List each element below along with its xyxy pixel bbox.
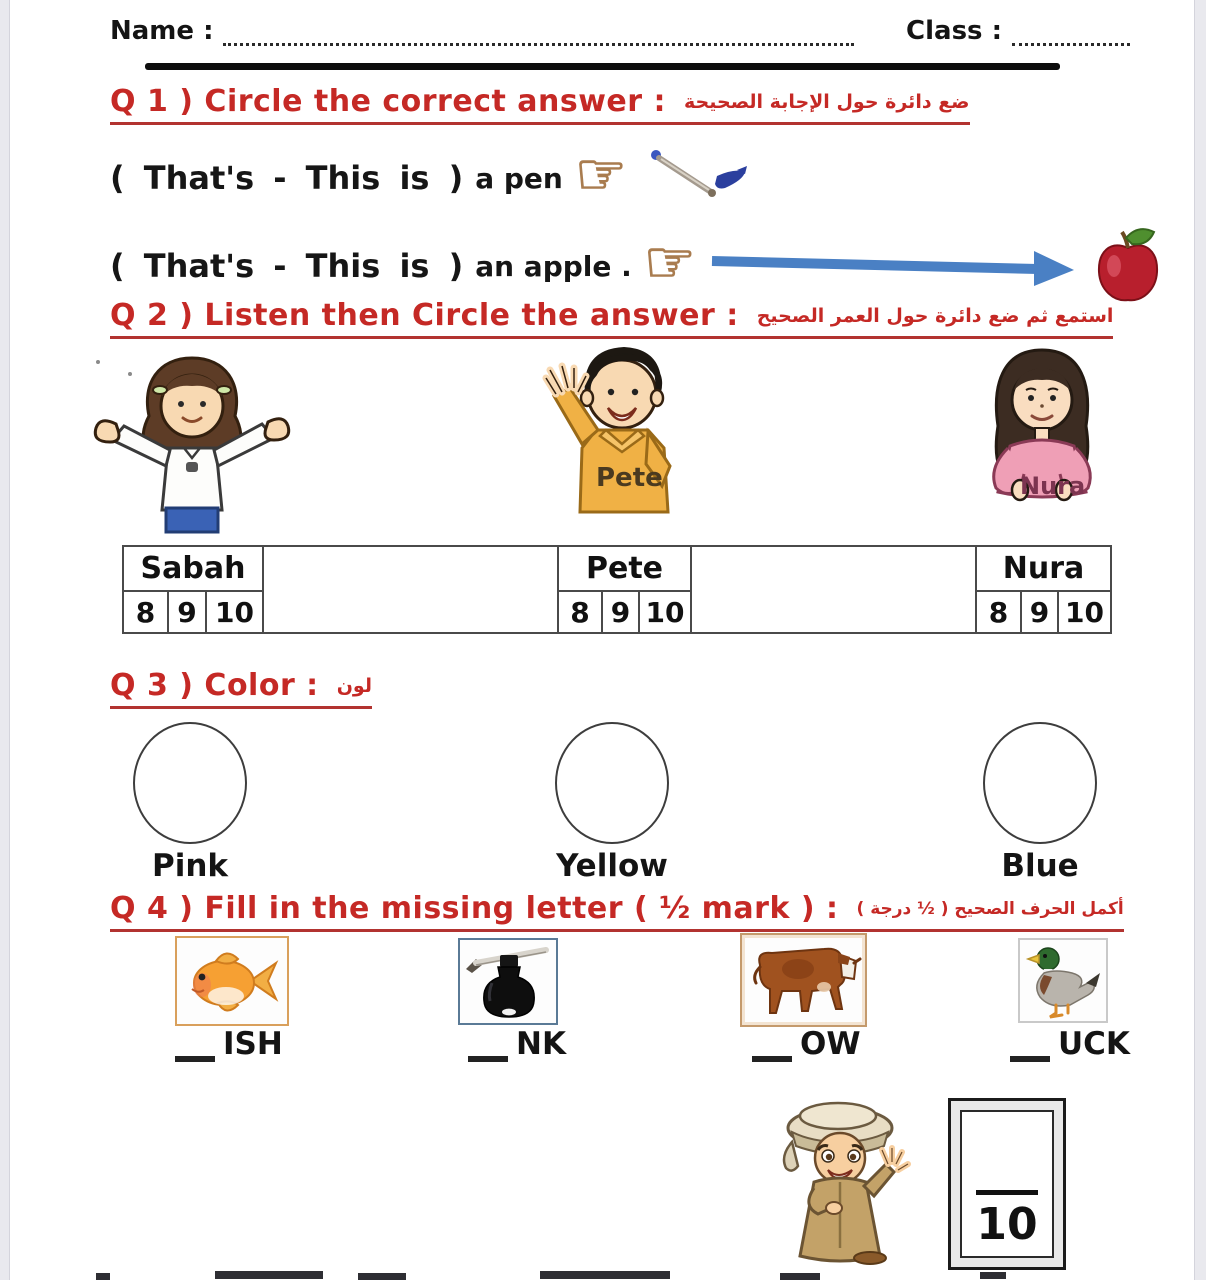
character-nura — [958, 342, 1126, 536]
pete-age-10[interactable]: 10 — [639, 591, 691, 633]
q1-heading-arabic: ضع دائرة حول الإجابة الصحيحة — [684, 90, 970, 113]
color-circle-pink[interactable] — [133, 722, 247, 844]
score-total: 10 — [976, 1199, 1038, 1250]
nura-age-9[interactable]: 9 — [1021, 591, 1058, 633]
q1-item-pen — [110, 140, 749, 210]
scan-left-edge — [0, 0, 10, 1280]
color-circle-blue[interactable] — [983, 722, 1097, 844]
fish-image-box — [175, 936, 289, 1026]
q3-heading — [110, 668, 372, 709]
page-cut-mark — [540, 1271, 670, 1279]
arrow-to-apple — [708, 245, 1076, 287]
q1-pen-options[interactable]: ( That's - This is ) — [110, 159, 464, 197]
fish-image — [180, 941, 284, 1021]
sabah-age-8[interactable]: 8 — [123, 591, 168, 633]
name-fill-line[interactable] — [223, 18, 854, 46]
missing-letter-blank[interactable] — [175, 1038, 215, 1062]
duck-image-box — [1018, 938, 1108, 1023]
ink-bottle-image — [462, 943, 554, 1021]
character-pete — [540, 336, 692, 536]
score-fill-line[interactable] — [976, 1190, 1038, 1195]
word-cow-suffix: OW — [800, 1026, 861, 1062]
class-fill-line[interactable] — [1012, 18, 1130, 46]
page-cut-mark — [780, 1273, 820, 1280]
nura-age-10[interactable]: 10 — [1058, 591, 1111, 633]
q1-item-apple — [110, 226, 1164, 306]
missing-letter-blank[interactable] — [1010, 1038, 1050, 1062]
page-cut-mark — [980, 1272, 1006, 1279]
score-box — [948, 1098, 1066, 1270]
word-ink-suffix: NK — [516, 1026, 566, 1062]
page-cut-mark — [358, 1273, 406, 1280]
table-name-sabah: Sabah — [123, 546, 263, 591]
table-spacer-pink — [263, 546, 558, 633]
q1-heading — [110, 84, 970, 125]
word-ink — [468, 1026, 566, 1062]
class-label: Class : — [906, 16, 1002, 46]
q2-heading-arabic: استمع ثم ضع دائرة حول العمر الصحيح — [756, 304, 1114, 327]
word-duck-suffix: UCK — [1058, 1026, 1130, 1062]
character-sabah — [82, 344, 302, 536]
ink-image-box — [458, 938, 558, 1025]
cow-image-box — [740, 933, 867, 1027]
pointing-hand-icon: ☞ — [643, 228, 696, 296]
color-label-pink: Pink — [151, 848, 229, 884]
pen-image — [639, 146, 749, 210]
q2-heading-text: Q 2 ) Listen then Circle the answer : — [110, 298, 739, 333]
ages-table — [122, 545, 1112, 634]
pointing-hand-icon: ☞ — [574, 140, 627, 208]
pete-age-9[interactable]: 9 — [602, 591, 639, 633]
score-box-inner — [960, 1110, 1054, 1258]
q3-heading-text: Q 3 ) Color : — [110, 668, 319, 703]
table-name-nura: Nura — [976, 546, 1111, 591]
q4-heading-text: Q 4 ) Fill in the missing letter ( ½ mark ) : — [110, 891, 839, 926]
missing-letter-blank[interactable] — [752, 1038, 792, 1062]
word-fish — [175, 1026, 283, 1062]
q4-heading — [110, 891, 1124, 932]
apple-image — [1092, 226, 1164, 306]
table-name-pete: Pete — [558, 546, 691, 591]
missing-letter-blank[interactable] — [468, 1038, 508, 1062]
q1-pen-text: a pen — [475, 161, 563, 195]
table-spacer-blue — [691, 546, 976, 633]
name-label: Name : — [110, 16, 214, 46]
header-row — [110, 16, 1130, 46]
word-fish-suffix: ISH — [223, 1026, 283, 1062]
sabah-age-10[interactable]: 10 — [206, 591, 263, 633]
omani-boy-image — [762, 1098, 914, 1270]
nura-shirt-name: Nura — [1020, 472, 1086, 500]
q1-apple-options[interactable]: ( That's - This is ) — [110, 247, 464, 285]
duck-image — [1022, 943, 1104, 1019]
q1-heading-text: Q 1 ) Circle the correct answer : — [110, 84, 667, 119]
sabah-age-9[interactable]: 9 — [168, 591, 206, 633]
word-duck — [1010, 1026, 1130, 1062]
color-circle-yellow[interactable] — [555, 722, 669, 844]
page-cut-mark — [215, 1271, 323, 1279]
color-label-blue: Blue — [1001, 848, 1079, 884]
word-cow — [752, 1026, 861, 1062]
pete-shirt-name: Pete — [596, 463, 663, 493]
q4-heading-arabic: أكمل الحرف الصحيح ( ½ درجة ) — [856, 898, 1124, 919]
cow-image — [746, 939, 862, 1021]
color-label-yellow: Yellow — [556, 848, 668, 884]
scan-right-edge — [1194, 0, 1206, 1280]
q1-apple-text: an apple . — [475, 249, 632, 283]
q2-heading — [110, 298, 1113, 339]
q3-heading-arabic: لون — [336, 674, 372, 697]
pete-age-8[interactable]: 8 — [558, 591, 602, 633]
nura-age-8[interactable]: 8 — [976, 591, 1021, 633]
header-divider — [145, 63, 1060, 70]
page-cut-mark — [96, 1273, 110, 1280]
